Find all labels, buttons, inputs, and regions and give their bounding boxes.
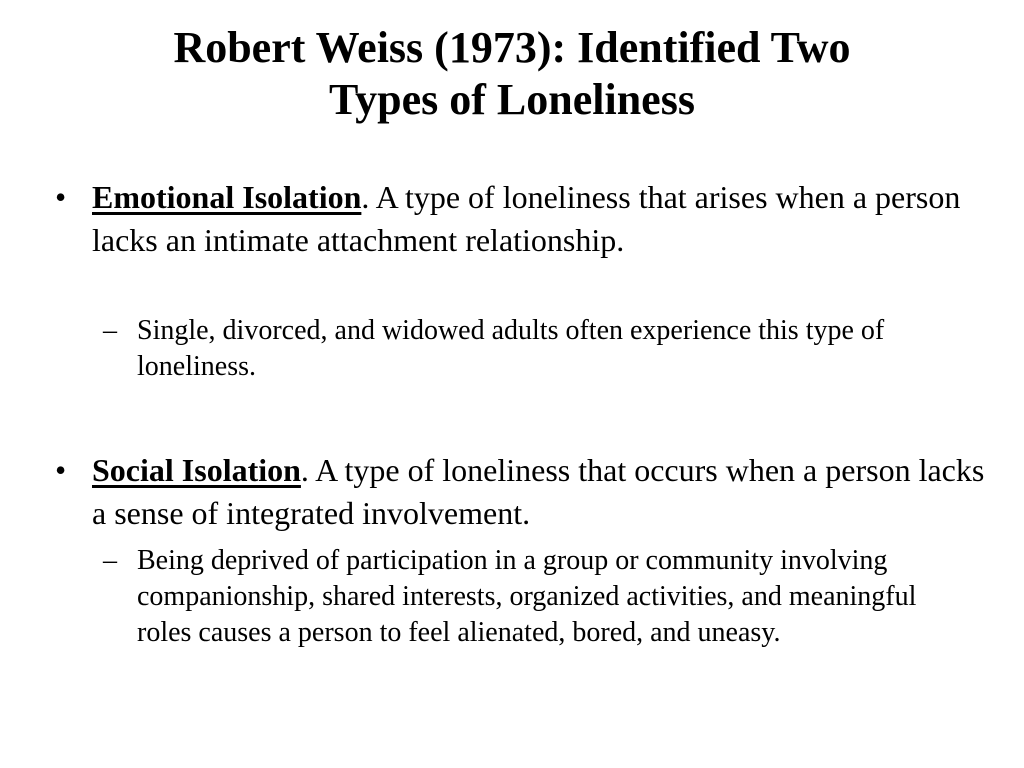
sub-bullet-social-isolation — [103, 543, 963, 651]
definition-emotional-isolation: . A type of loneliness that arises when a person lacks an intimate attachment relationship. — [92, 179, 961, 258]
term-emotional-isolation: Emotional Isolation — [92, 179, 362, 215]
term-social-isolation: Social Isolation — [92, 452, 301, 488]
bullet-social-isolation — [55, 449, 985, 535]
bullet-marker: • — [55, 452, 67, 488]
sub-bullet-marker: – — [103, 315, 117, 346]
sub-bullet-marker: – — [103, 545, 117, 576]
bullet-emotional-isolation — [55, 176, 985, 262]
slide-title — [40, 22, 984, 126]
bullet-text — [92, 176, 985, 262]
title-line-2: Types of Loneliness — [329, 75, 695, 124]
definition-social-isolation: . A type of loneliness that occurs when a person lacks a sense of integrated involvement. — [92, 452, 985, 531]
bullet-text — [92, 449, 985, 535]
sub-bullet-emotional-isolation — [103, 313, 963, 385]
sub-bullet-text: Single, divorced, and widowed adults often experience this type of loneliness. — [137, 315, 885, 382]
title-line-1: Robert Weiss (1973): Identified Two — [173, 23, 851, 72]
bullet-marker: • — [55, 179, 67, 215]
sub-bullet-text: Being deprived of participation in a group or community involving companionship, shared interests, organized activities, and meaningful roles causes a person to feel alienated, bored, and uneasy. — [137, 545, 917, 648]
